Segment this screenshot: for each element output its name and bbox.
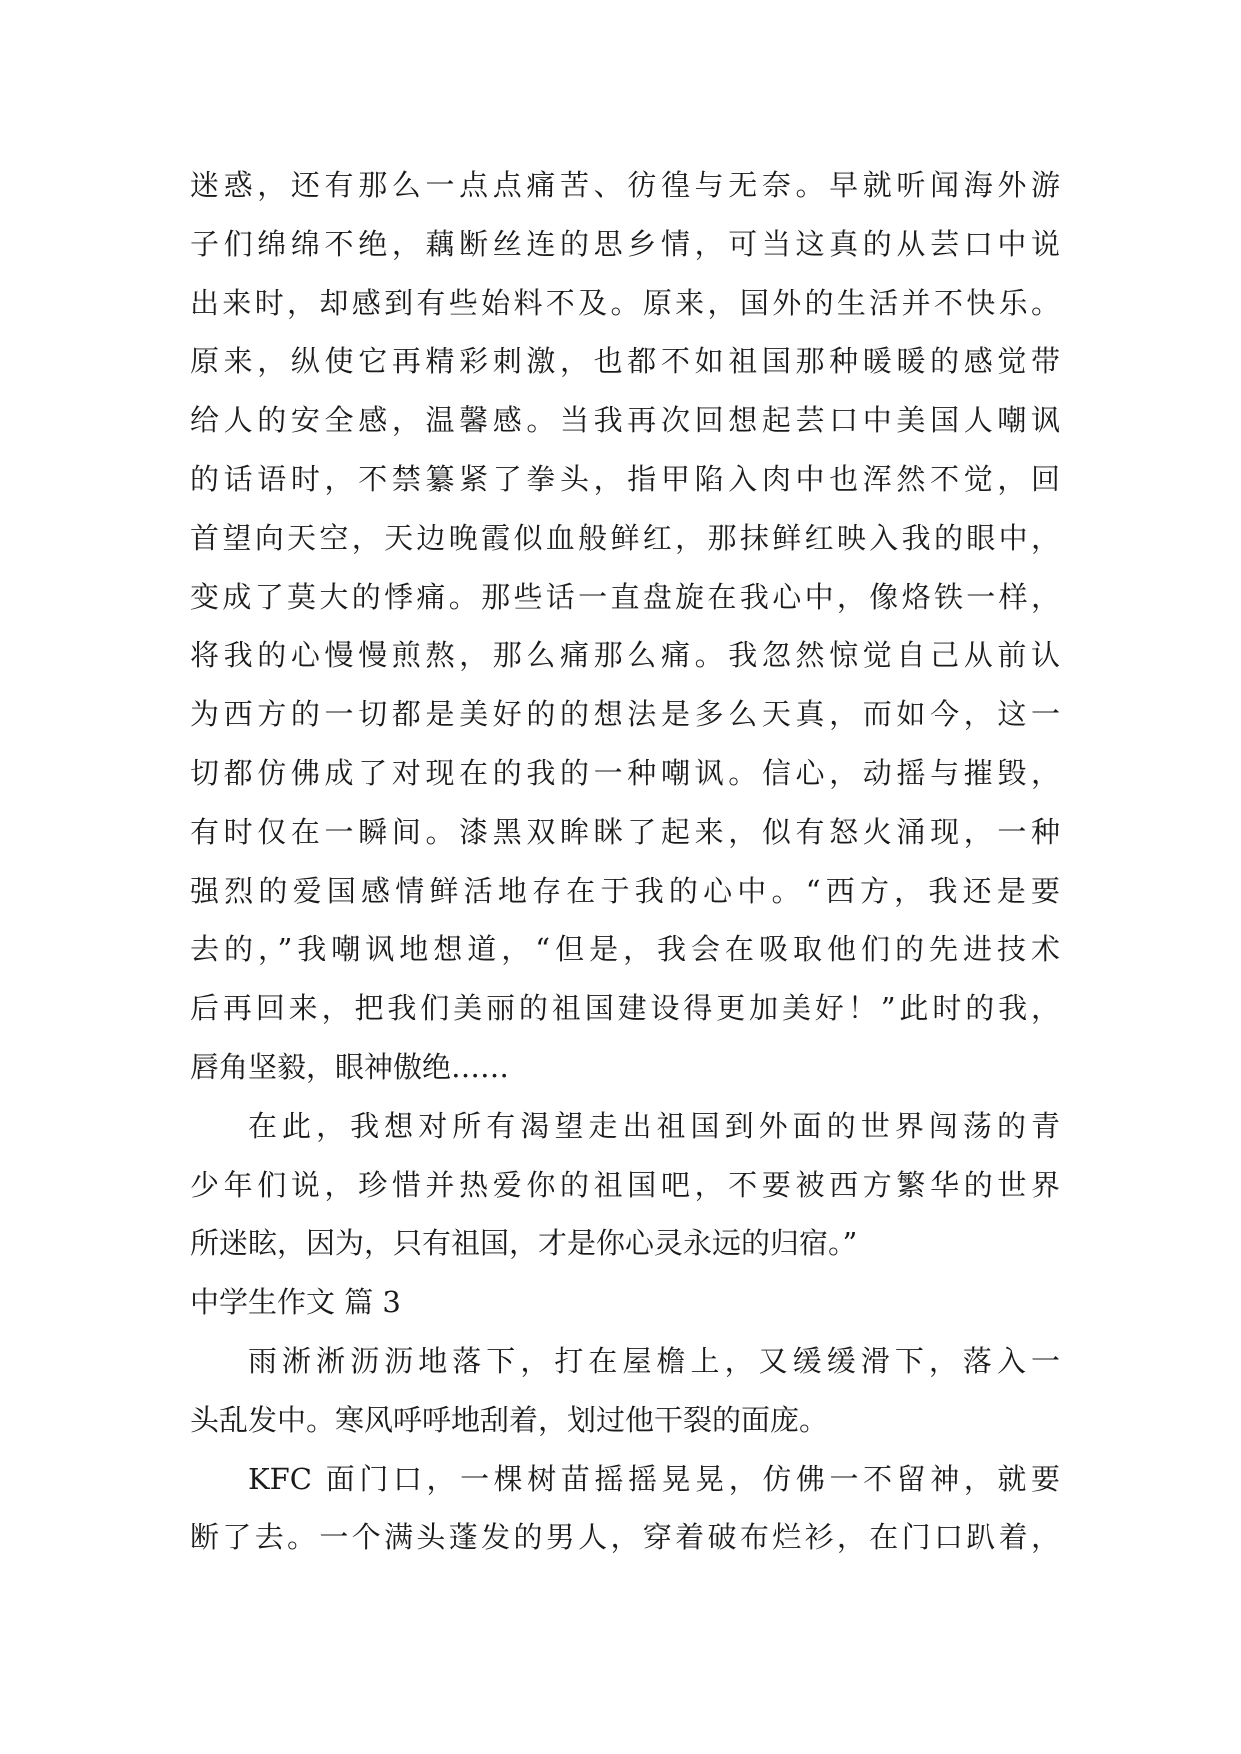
text-line: 有时仅在一瞬间。漆黑双眸眯了起来，似有怒火涌现，一种 [190, 814, 1060, 849]
text-line: 强烈的爱国感情鲜活地存在于我的心中。“西方，我还是要 [190, 873, 1060, 908]
text-line: 后再回来，把我们美丽的祖国建设得更加美好！”此时的我， [190, 991, 1060, 1026]
text-line: 将我的心慢慢煎熬，那么痛那么痛。我忽然惊觉自己从前认 [190, 638, 1060, 673]
section-heading: 中学生作文 篇 3 [190, 1285, 401, 1320]
text-line: 断了去。一个满头蓬发的男人，穿着破布烂衫，在门口趴着， [190, 1520, 1060, 1555]
text-line: 切都仿佛成了对现在的我的一种嘲讽。信心，动摇与摧毁， [190, 755, 1060, 790]
text-line: 原来，纵使它再精彩刺激，也都不如祖国那种暖暖的感觉带 [190, 344, 1060, 379]
text-line: 在此，我想对所有渴望走出祖国到外面的世界闯荡的青 [248, 1108, 1060, 1143]
text-line: 雨淅淅沥沥地落下，打在屋檐上，又缓缓滑下，落入一 [248, 1343, 1060, 1378]
text-line: 给人的安全感，温馨感。当我再次回想起芸口中美国人嘲讽 [190, 403, 1060, 438]
text-line: 头乱发中。寒风呼呼地刮着，划过他干裂的面庞。 [190, 1402, 829, 1437]
body-text [190, 156, 1060, 1567]
text-line: 首望向天空，天边晚霞似血般鲜红，那抹鲜红映入我的眼中， [190, 520, 1060, 555]
text-line: 所迷眩，因为，只有祖国，才是你心灵永远的归宿。” [190, 1226, 858, 1261]
text-line: 子们绵绵不绝，藕断丝连的思乡情，可当这真的从芸口中说 [190, 226, 1060, 261]
text-line: 出来时，却感到有些始料不及。原来，国外的生活并不快乐。 [190, 285, 1060, 320]
text-line: 唇角坚毅，眼神傲绝…… [190, 1049, 510, 1084]
text-line: 变成了莫大的悸痛。那些话一直盘旋在我心中，像烙铁一样， [190, 579, 1060, 614]
text-line: 为西方的一切都是美好的的想法是多么天真，而如今，这一 [190, 697, 1060, 732]
text-line: 少年们说，珍惜并热爱你的祖国吧，不要被西方繁华的世界 [190, 1167, 1060, 1202]
text-line: 的话语时，不禁纂紧了拳头，指甲陷入肉中也浑然不觉，回 [190, 461, 1060, 496]
text-line: KFC 面门口，一棵树苗摇摇晃晃，仿佛一不留神，就要 [248, 1461, 1060, 1496]
text-line: 迷惑，还有那么一点点痛苦、彷徨与无奈。早就听闻海外游 [190, 168, 1060, 202]
text-line: 去的，”我嘲讽地想道，“但是，我会在吸取他们的先进技术 [190, 932, 1060, 967]
